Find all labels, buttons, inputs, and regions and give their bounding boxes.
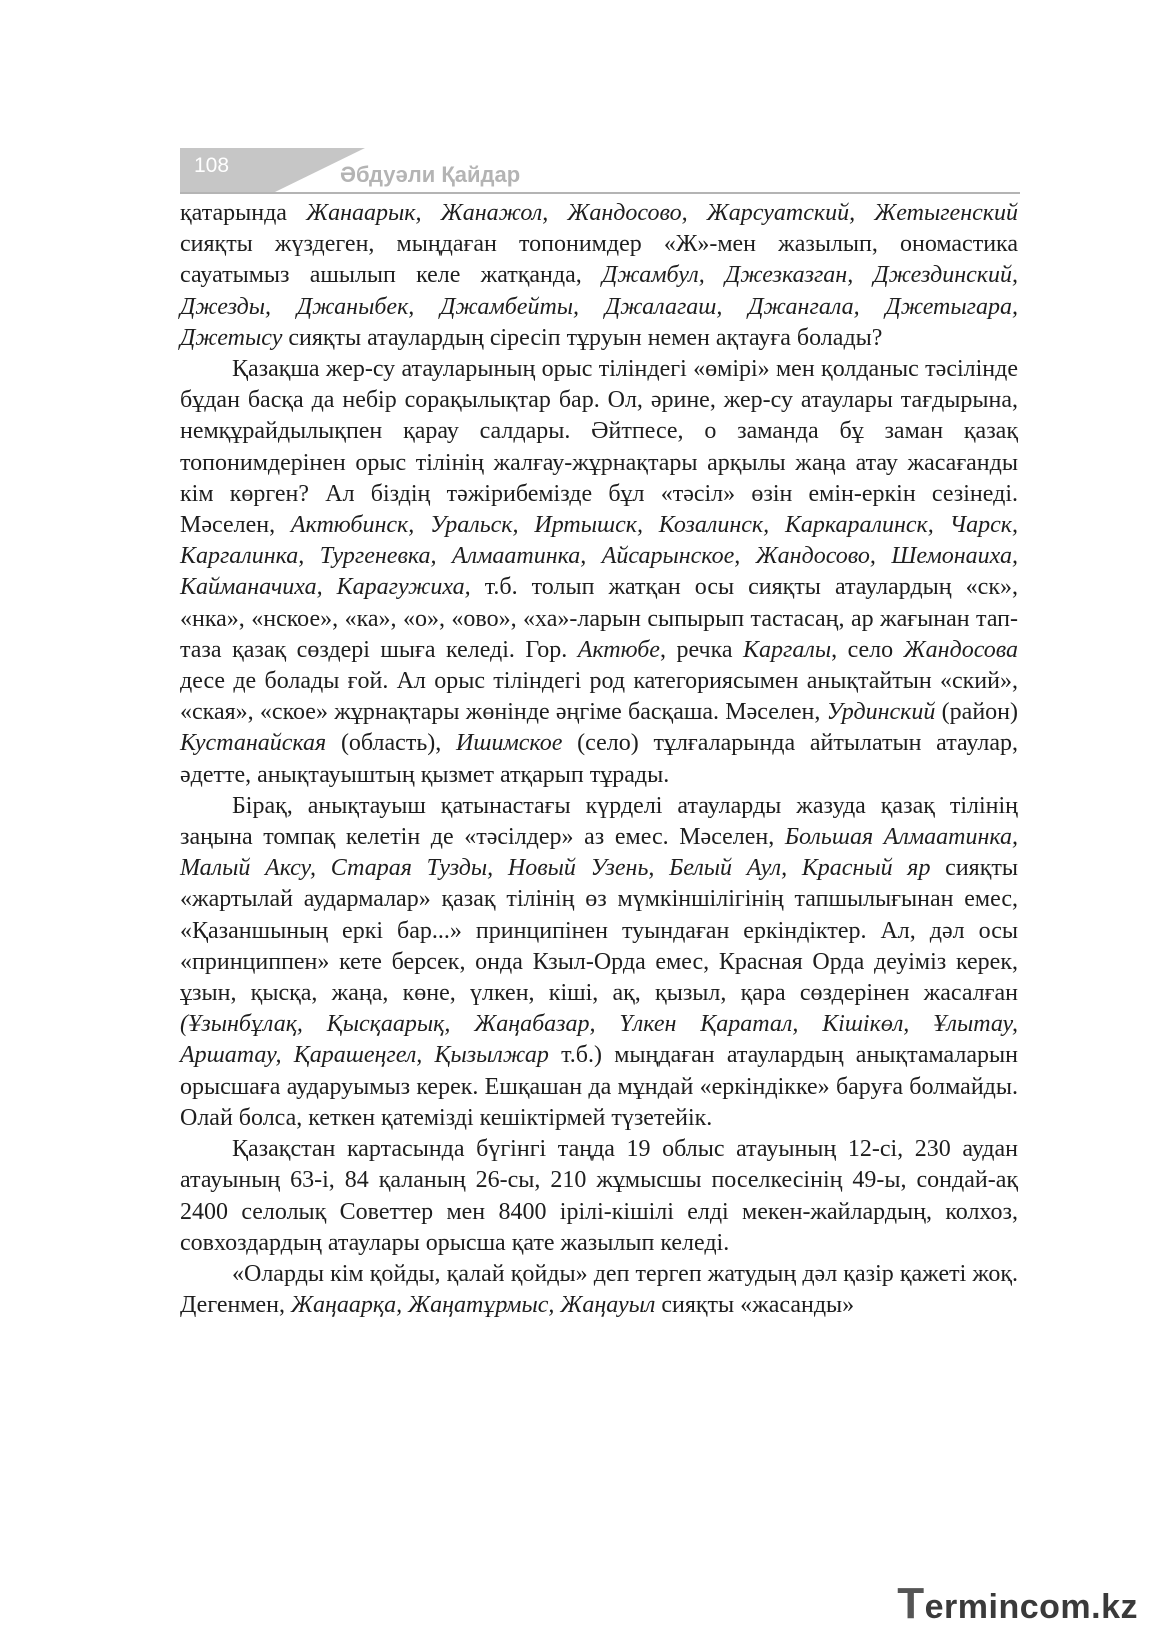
running-head-author: Әбдуәли Қайдар [340,162,521,187]
paragraph: Қазақша жер-су атауларының орыс тіліндегі «өмірі» мен қолданыс тәсілінде бұдан басқа да небір сорақылықтар бар. Ол, әрине, жер-су атаулары тағдырына, немқұрайдылықпен қарау салдары. Әйтпесе, о заманда бұ заман қазақ топонимдерінен орыс тілінің жалғау-жұрнақтары арқылы жаңа атау жасағанды кім көрген? Ал біздің тәжірибемізде бұл «тәсіл» өзін емін-еркін сезінеді. Мәселен, Актюбинск, Уральск, Иртышск, Козалинск, Каркаралинск, Чарск, Каргалинка, Тургеневка, Алмаатинка, Айсарынское, Жандосово, Шемонаиха, Кайманачиха, Карагужиха, т.б. толып жатқан осы сияқты атаулардың «ск», «нка», «нское», «ка», «о», «ово», «ха»-ларын сыпырып тастасаң, ар жағынан тап-таза қазақ сөздері шыға келеді. Гор. Актюбе, речка Каргалы, село Жандосова десе де болады ғой. Ал орыс тіліндегі род категориясымен анықтайтын «ский», «ская», «ское» жұрнақтары жөнінде әңгіме басқаша. Мәселен, Урдинский (район) Кустанайская (область), Ишимское (село) тұлғаларында айтылатын атаулар, әдетте, анықтауыштың қызмет атқарып тұрады. [180,356,1019,788]
header-rule [180,192,1020,194]
paragraph: «Оларды кім қойды, қалай қойды» деп тергеп жатудың дәл қазір қажеті жоқ. Дегенмен, Жаңаарқа, Жаңатұрмыс, Жаңауыл сияқты «жасанды» [180,1260,1018,1319]
page-number: 108 [194,154,230,177]
terminology-watermark-logo: Termincom.kz [897,1579,1138,1628]
paragraph: Қазақстан картасында бүгінгі таңда 19 облыс атауының 12-сі, 230 аудан атауының 63-і, 84 қаланың 26-сы, 210 жұмысшы поселкесінің 49-ы, сондай-ақ 2400 селолық Советтер мен 8400 ірілі-кішілі елді мекен-жайлардың, колхоз, совхоздардың атаулары орысша қате жазылып келеді. [180,1136,1018,1256]
page-header [180,148,1020,194]
body-text [180,198,1018,1321]
paragraph: Бірақ, анықтауыш қатынастағы күрделі атауларды жазуда қазақ тілінің заңына томпақ келетін де «тәсілдер» аз емес. Мәселен, Большая Алмаатинка, Малый Аксу, Старая Тузды, Новый Узень, Белый Аул, Красный яр сияқты «жартылай аудармалар» қазақ тілінің өз мүмкіншілігінің тапшылығынан емес, «Қазаншының еркі бар...» принципінен туындаған еркіндіктер. Ал, дәл осы «принциппен» кете берсек, онда Кзыл-Орда емес, Красная Орда деуіміз керек, ұзын, қысқа, жаңа, көне, үлкен, кіші, ақ, қызыл, қара сөздерінен жасалған (Ұзынбұлақ, Қысқаарық, Жаңабазар, Үлкен Қаратал, Кішікөл, Ұлытау, Аршатау, Қарашеңгел, Қызылжар т.б.) мыңдаған атаулардың анықтамаларын орысшаға аударуымыз керек. Ешқашан да мұндай «еркіндікке» баруға болмайды. Олай болса, кеткен қатемізді кешіктірмей түзетейік. [180,792,1018,1131]
paragraph: қатарында Жанаарык, Жанажол, Жандосово, Жарсуатский, Жетыгенский сияқты жүздеген, мыңдаған топонимдер «Ж»-мен жазылып, ономастика сауатымыз ашылып келе жатқанда, Джамбул, Джезказган, Джездинский, Джезды, Джаныбек, Джамбейты, Джалагаш, Джангала, Джетыгара, Джетысу сияқты атаулардың сіресіп тұруын немен ақтауға болады? [180,200,1018,351]
